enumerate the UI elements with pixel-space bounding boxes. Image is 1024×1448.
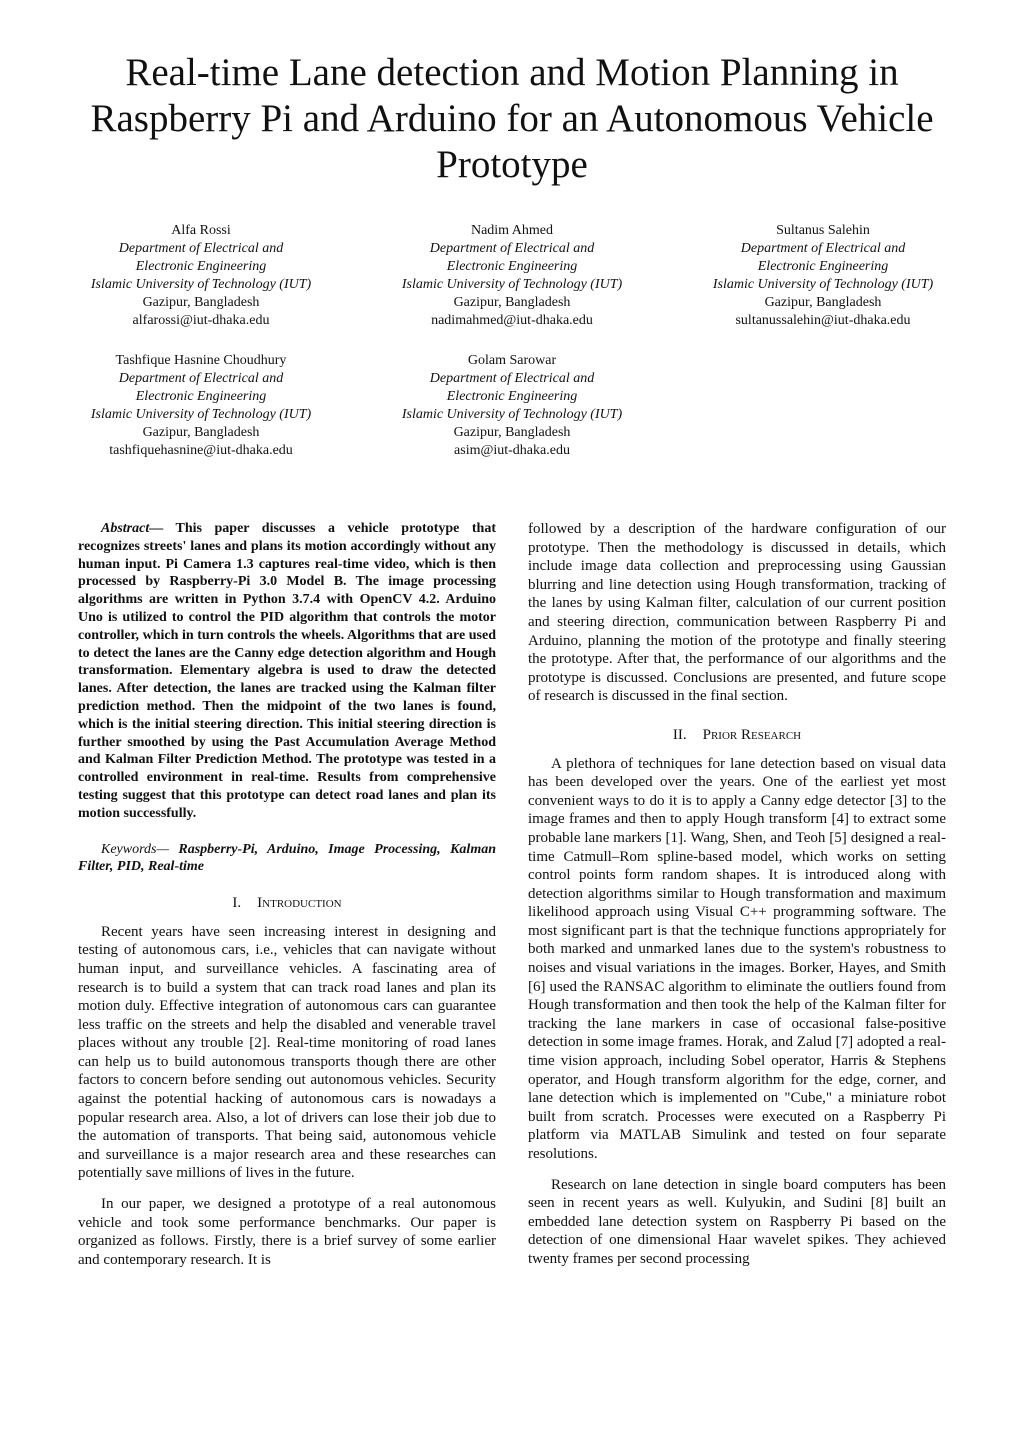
author-email: alfarossi@iut-dhaka.edu [132,313,270,328]
author-location: Gazipur, Bangladesh [142,425,260,440]
author-university: Islamic University of Technology (IUT) [90,407,312,422]
author-block [367,222,657,330]
author-email: tashfiquehasnine@iut-dhaka.edu [109,443,293,458]
author-block [678,222,968,330]
author-email: sultanussalehin@iut-dhaka.edu [735,313,911,328]
author-location: Gazipur, Bangladesh [142,295,260,310]
paragraph: Recent years have seen increasing interest in designing and testing of autonomous cars, i.e., vehicles that can navigate without human input, and surveillance vehicles. A fascinating area of research is to build a system that can track road lanes and plan its motion duly. Effective integration of autonomous cars can guarantee less traffic on the streets and help the disabled and venerable travel places without any trouble [2]. Real-time monitoring of road lanes can help us to build autonomous transports though there are other factors to concern before sending out autonomous vehicles. Security against the potential hacking of autonomous cars is nowadays a popular research area. Also, a lot of drivers can lose their job due to the automation of transports. That being said, autonomous vehicle and surveillance is a major research area and these researches can potentially save millions of lives in the future. [78,923,496,1182]
author-name: Tashfique Hasnine Choudhury [115,353,287,368]
author-email: asim@iut-dhaka.edu [454,443,570,458]
author-location: Gazipur, Bangladesh [453,295,571,310]
section-title: Prior Research [702,726,802,743]
author-department-cont: Electronic Engineering [446,259,578,274]
paper-title: Real-time Lane detection and Motion Planning in Raspberry Pi and Arduino for an Autonomous Vehicle Prototype [90,51,934,186]
author-university: Islamic University of Technology (IUT) [401,277,623,292]
keywords [78,841,496,877]
author-name: Nadim Ahmed [470,223,554,238]
author-email: nadimahmed@iut-dhaka.edu [431,313,593,328]
author-department: Department of Electrical and [429,241,595,256]
section-title: Introduction [257,895,342,912]
section-heading-introduction [78,894,496,913]
author-name: Alfa Rossi [171,223,231,238]
author-department-cont: Electronic Engineering [446,389,578,404]
paragraph: Research on lane detection in single board computers has been seen in recent years as well. Kulyukin, and Sudini [8] built an embedded lane detection system on Raspberry Pi based on the detection of one dimensional Haar wavelet spikes. They achieved twenty frames per second processing [528,1176,946,1267]
abstract-label: Abstract— [101,521,164,536]
author-university: Islamic University of Technology (IUT) [401,407,623,422]
author-block [367,352,657,460]
author-department: Department of Electrical and [118,371,284,386]
author-department-cont: Electronic Engineering [135,259,267,274]
author-block [56,352,346,460]
keywords-label: Keywords— [101,841,169,857]
author-location: Gazipur, Bangladesh [764,295,882,310]
keywords-text: Raspberry-Pi, Arduino, Image Processing, Kalman Filter, PID, Real-time [78,841,496,875]
author-department: Department of Electrical and [740,241,906,256]
abstract [78,520,496,823]
paragraph: A plethora of techniques for lane detection based on visual data has been developed over the years. One of the earliest yet most convenient ways to do it is to apply a Canny edge detector [3] to the image frames and then to apply Hough transform [4] to extract some probable lane markers [1]. Wang, Shen, and Teoh [5] designed a real-time Catmull–Rom spline-based model, which works on setting control points form random shapes. It is introduced along with detection algorithms similar to Hough transformation and maximum likelihood approach using Visual C++ programming software. The most significant part is that the technique functions appropriately for both marked and unmarked lanes due to the system's robustness to noises and visual variations in the images. Borker, Hayes, and Smith [6] used the RANSAC algorithm to eliminate the outliers found from Hough transformation and then took the help of the Kalman filter for tracking the lane markers in case of occasional false-positive detection in some image frames. Horak, and Zalud [7] adopted a real-time vision approach, including Sobel operator, Harris & Stephens operator, and Hough transform algorithm for the edge, corner, and lane detection which is implemented on "Cube," a miniature robot built from scratch. Processes were executed on a Raspberry Pi platform via MATLAB Simulink and tested on four separate resolutions. [528,755,946,1162]
author-university: Islamic University of Technology (IUT) [712,277,934,292]
author-university: Islamic University of Technology (IUT) [90,277,312,292]
left-column [78,520,496,1281]
author-location: Gazipur, Bangladesh [453,425,571,440]
right-column [528,520,946,1281]
section-number: I. [232,895,242,912]
author-department: Department of Electrical and [118,241,284,256]
author-department-cont: Electronic Engineering [135,389,267,404]
abstract-text: This paper discusses a vehicle prototype that recognizes streets' lanes and plans its motion accordingly without any human input. Pi Camera 1.3 captures real-time video, which is then processed by Raspberry-Pi 3.0 Model B. The image processing algorithms are written in Python 3.7.4 with OpenCV 4.2. Arduino Uno is utilized to control the PID algorithm that controls the motor controller, which in turn controls the wheels. Algorithms that are used to detect the lanes are the Canny edge detection algorithm and Hough transformation. Elementary algebra is used to draw the detected lanes. After detection, the lanes are tracked using the Kalman filter prediction method. Then the midpoint of the two lanes is found, which is the initial steering direction. This initial steering direction is further smoothed by using the Past Accumulation Average Method and Kalman Filter Prediction Method. The prototype was tested in a controlled environment in real-time. Results from comprehensive testing suggest that this prototype can detect road lanes and plan its motion successfully. [78,521,496,821]
paragraph: In our paper, we designed a prototype of a real autonomous vehicle and took some performance benchmarks. Our paper is organized as follows. Firstly, there is a brief survey of some earlier and contemporary research. It is [78,1196,496,1268]
author-name: Sultanus Salehin [776,223,870,238]
author-department: Department of Electrical and [429,371,595,386]
section-number: II. [672,726,687,743]
section-heading-prior-research [528,726,946,745]
paragraph-continued: followed by a description of the hardware configuration of our prototype. Then the methodology is discussed in details, which include image data collection and preprocessing using Gaussian blurring and line detection using Hough transformation, tracking of the lanes by using Kalman filter, calculation of our current position and steering direction, communication between Raspberry Pi and Arduino, planning the motion of the prototype and finally steering the prototype. After that, the performance of our algorithms and the prototype is discussed. Conclusions are presented, and future scope of research is discussed in the final section. [528,521,946,705]
author-name: Golam Sarowar [467,353,557,368]
author-block [56,222,346,330]
author-department-cont: Electronic Engineering [757,259,889,274]
